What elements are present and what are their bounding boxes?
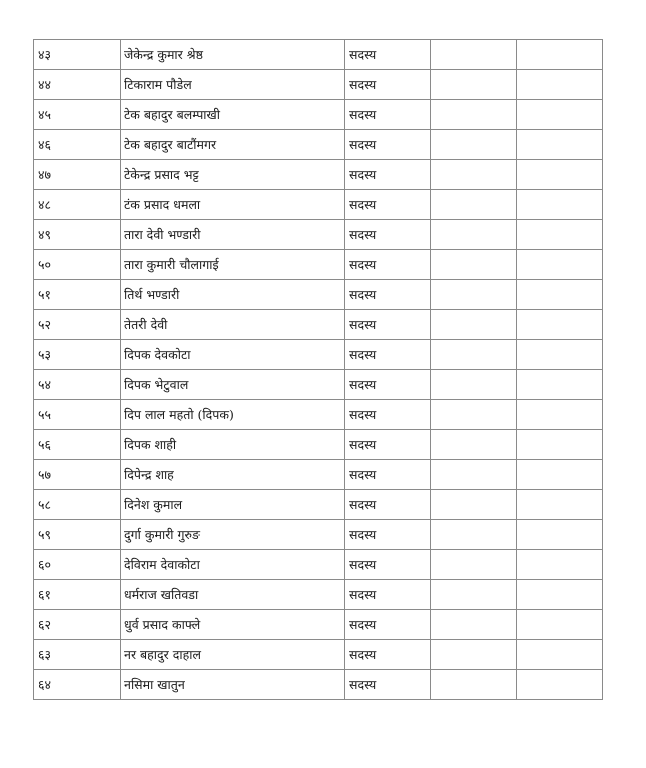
empty-cell (431, 670, 517, 700)
empty-cell (517, 610, 603, 640)
member-role-cell: सदस्य (345, 490, 431, 520)
member-role-cell: सदस्य (345, 190, 431, 220)
empty-cell (517, 70, 603, 100)
table-row (34, 310, 603, 340)
empty-cell (431, 370, 517, 400)
table-row (34, 580, 603, 610)
empty-cell (431, 460, 517, 490)
empty-cell (517, 640, 603, 670)
empty-cell (431, 40, 517, 70)
empty-cell (517, 310, 603, 340)
member-role-cell: सदस्य (345, 550, 431, 580)
empty-cell (431, 430, 517, 460)
member-role-cell: सदस्य (345, 100, 431, 130)
member-role-cell: सदस्य (345, 640, 431, 670)
empty-cell (517, 340, 603, 370)
table-row (34, 640, 603, 670)
empty-cell (431, 340, 517, 370)
member-role-cell: सदस्य (345, 670, 431, 700)
serial-number-cell: ५४ (34, 370, 121, 400)
empty-cell (517, 190, 603, 220)
member-name-cell: नर बहादुर दाहाल (121, 640, 345, 670)
serial-number-cell: ४९ (34, 220, 121, 250)
member-role-cell: सदस्य (345, 580, 431, 610)
empty-cell (431, 640, 517, 670)
member-role-cell: सदस्य (345, 160, 431, 190)
serial-number-cell: ६४ (34, 670, 121, 700)
member-name-cell: टेक बहादुर बलम्पाखी (121, 100, 345, 130)
table-row (34, 130, 603, 160)
empty-cell (517, 40, 603, 70)
table-row (34, 40, 603, 70)
empty-cell (431, 250, 517, 280)
table-row (34, 370, 603, 400)
empty-cell (431, 70, 517, 100)
empty-cell (517, 430, 603, 460)
member-role-cell: सदस्य (345, 460, 431, 490)
member-role-cell: सदस्य (345, 130, 431, 160)
empty-cell (517, 580, 603, 610)
member-role-cell: सदस्य (345, 370, 431, 400)
member-role-cell: सदस्य (345, 220, 431, 250)
empty-cell (517, 250, 603, 280)
member-role-cell: सदस्य (345, 340, 431, 370)
member-role-cell: सदस्य (345, 610, 431, 640)
empty-cell (431, 550, 517, 580)
table-row (34, 70, 603, 100)
serial-number-cell: ५० (34, 250, 121, 280)
table-row (34, 520, 603, 550)
member-rows (34, 40, 603, 700)
member-role-cell: सदस्य (345, 250, 431, 280)
empty-cell (431, 490, 517, 520)
member-role-cell: सदस्य (345, 280, 431, 310)
empty-cell (517, 520, 603, 550)
empty-cell (517, 400, 603, 430)
member-name-cell: दिपेन्द्र शाह (121, 460, 345, 490)
empty-cell (431, 190, 517, 220)
table-row (34, 250, 603, 280)
empty-cell (431, 100, 517, 130)
member-name-cell: दिपक देवकोटा (121, 340, 345, 370)
empty-cell (431, 280, 517, 310)
empty-cell (431, 220, 517, 250)
member-name-cell: दिनेश कुमाल (121, 490, 345, 520)
member-name-cell: दिप लाल महतो (दिपक) (121, 400, 345, 430)
member-name-cell: तिर्थ भण्डारी (121, 280, 345, 310)
member-name-cell: तारा कुमारी चौलागाई (121, 250, 345, 280)
member-role-cell: सदस्य (345, 520, 431, 550)
serial-number-cell: ५६ (34, 430, 121, 460)
serial-number-cell: ६१ (34, 580, 121, 610)
table-row (34, 280, 603, 310)
serial-number-cell: ६३ (34, 640, 121, 670)
serial-number-cell: ५९ (34, 520, 121, 550)
empty-cell (431, 610, 517, 640)
serial-number-cell: ५८ (34, 490, 121, 520)
member-name-cell: तेतरी देवी (121, 310, 345, 340)
member-name-cell: दिपक भेटुवाल (121, 370, 345, 400)
serial-number-cell: ६२ (34, 610, 121, 640)
member-table (33, 39, 603, 700)
serial-number-cell: ५१ (34, 280, 121, 310)
member-role-cell: सदस्य (345, 430, 431, 460)
empty-cell (517, 490, 603, 520)
member-name-cell: टिकाराम पौडेल (121, 70, 345, 100)
empty-cell (431, 580, 517, 610)
empty-cell (431, 400, 517, 430)
table-row (34, 190, 603, 220)
serial-number-cell: ४५ (34, 100, 121, 130)
serial-number-cell: ६० (34, 550, 121, 580)
member-name-cell: नसिमा खातुन (121, 670, 345, 700)
serial-number-cell: ४३ (34, 40, 121, 70)
member-role-cell: सदस्य (345, 40, 431, 70)
member-name-cell: दुर्गा कुमारी गुरुङ (121, 520, 345, 550)
member-role-cell: सदस्य (345, 70, 431, 100)
serial-number-cell: ५३ (34, 340, 121, 370)
empty-cell (517, 460, 603, 490)
empty-cell (431, 520, 517, 550)
table-row (34, 430, 603, 460)
empty-cell (431, 130, 517, 160)
table-row (34, 100, 603, 130)
empty-cell (517, 100, 603, 130)
table-row (34, 670, 603, 700)
member-name-cell: टेकेन्द्र प्रसाद भट्ट (121, 160, 345, 190)
serial-number-cell: ४४ (34, 70, 121, 100)
empty-cell (431, 160, 517, 190)
table-row (34, 400, 603, 430)
table-row (34, 220, 603, 250)
table-row (34, 160, 603, 190)
member-role-cell: सदस्य (345, 310, 431, 340)
empty-cell (517, 220, 603, 250)
table-row (34, 490, 603, 520)
member-name-cell: टेक बहादुर बाटौंमगर (121, 130, 345, 160)
serial-number-cell: ४६ (34, 130, 121, 160)
table-row (34, 550, 603, 580)
empty-cell (517, 550, 603, 580)
serial-number-cell: ४८ (34, 190, 121, 220)
member-name-cell: धुर्व प्रसाद काफ्ले (121, 610, 345, 640)
serial-number-cell: ४७ (34, 160, 121, 190)
table-row (34, 340, 603, 370)
empty-cell (517, 280, 603, 310)
member-name-cell: धर्मराज खतिवडा (121, 580, 345, 610)
empty-cell (517, 160, 603, 190)
empty-cell (517, 670, 603, 700)
empty-cell (431, 310, 517, 340)
table-row (34, 460, 603, 490)
empty-cell (517, 130, 603, 160)
member-name-cell: दिपक शाही (121, 430, 345, 460)
empty-cell (517, 370, 603, 400)
member-name-cell: टंक प्रसाद धमला (121, 190, 345, 220)
table-row (34, 610, 603, 640)
serial-number-cell: ५२ (34, 310, 121, 340)
member-role-cell: सदस्य (345, 400, 431, 430)
serial-number-cell: ५७ (34, 460, 121, 490)
serial-number-cell: ५५ (34, 400, 121, 430)
member-name-cell: जेकेन्द्र कुमार श्रेष्ठ (121, 40, 345, 70)
member-name-cell: तारा देवी भण्डारी (121, 220, 345, 250)
member-name-cell: देविराम देवाकोटा (121, 550, 345, 580)
